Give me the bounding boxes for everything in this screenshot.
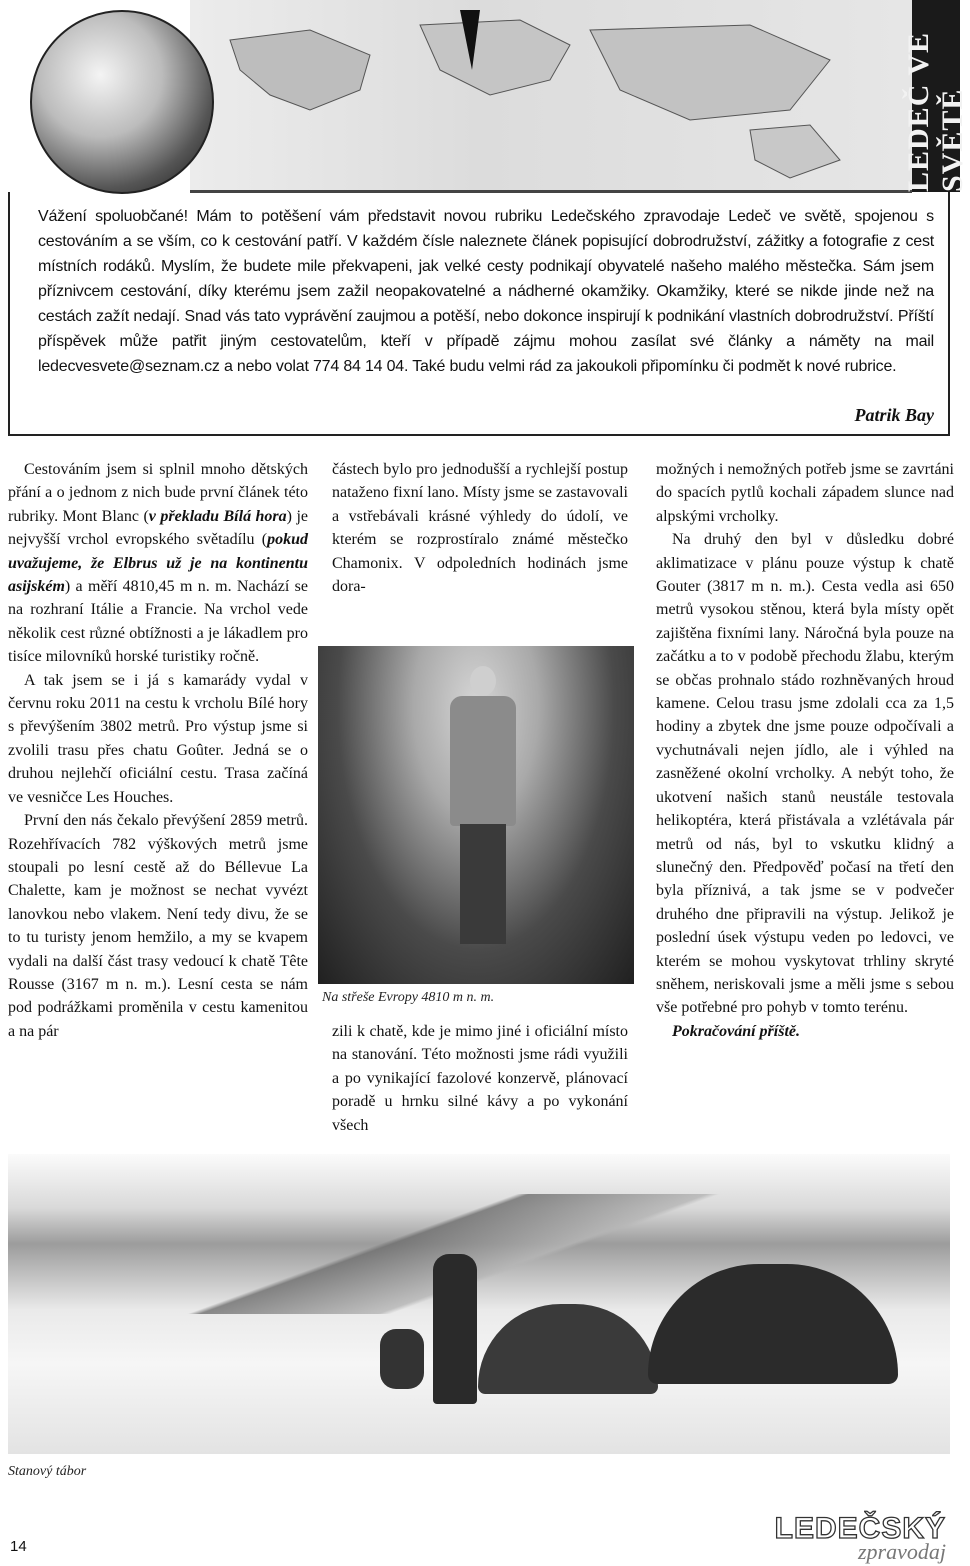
paragraph: Na druhý den byl v důsledku dobré aklimatizace v plánu pouze výstup k chatě Gouter (3817 m n. m.). Cesta vedla asi 650 metrů vysokou stěnou, která byla místy opět zajištěna fixními lany. Náročná byla pouze na začátku a to v podobě přechodu žlabu, kterým se občas prohnalo stádo rozhněvaných hroud kamene. Celou trasu jsme zdolali cca za 1,5 hodiny a zbytek dne jsme pouze odpočívali a vychutnávali nejen jídlo, ale i výhled na zasněžené okolní vrcholky. A nebýt toho, že ukotvení našich stanů neustále testovala helikoptéra, která přistávala a vzlétávala pár metrů od nás, byl to vskutku klidný a slunečný den. Předpověď počasí na třetí den byla příznivá, a tak jsme se v podvečer druhého dne připravili na výstup. Jelikož je poslední úsek výstupu veden po ledovci, ve kterém se mohou vyskytovat trhliny skryté sněhem, neriskovali jsme a měli jsme s sebou vše potřebné pro pohyb v tomto terénu.: [656, 531, 954, 1017]
emphasis: v překladu Bílá hora: [148, 507, 287, 525]
world-map-outline: [190, 0, 912, 190]
article-column-2-bottom: [332, 1020, 628, 1137]
publication-logo: [775, 1514, 946, 1562]
logo-title: LEDEČSKÝ: [774, 1512, 946, 1545]
intro-text: Vážení spoluobčané! Mám to potěšení vám představit novou rubriku Ledečského zpravodaje Ledeč ve světě, spojenou s cestováním a se vším, co k cestování patří. V každém čísle naleznete článek popisující dobrodružství, zážitky a fotografie z cest místních rodáků. Myslím, že budete mile překvapeni, jak velké cesty podnikají obyvatelé našeho malého městečka. Sám jsem příznivcem cestování, díky kterému jsem zažil neopakovatelné a nádherné okamžiky. Okamžiky, které se nikde jinde než na cestách zažít nedají. Snad vás tato vyprávění zaujmou a potěší, nebo dokonce inspirují k podnikání vlastních dobrodružství. Příští příspěvek může patřit jiným cestovatelům, kteří v případě zájmu mohou zasílat své články a náměty na mail ledecvesvete@seznam.cz a nebo volat 774 84 14 04. Také budu velmi rád za jakoukoli připomínku či podmět k nové rubrice.: [38, 208, 934, 375]
paragraph: možných i nemožných potřeb jsme se zavrtáni do spacích pytlů kochali západem slunce nad alpskými vrcholky.: [656, 461, 954, 525]
continued-note: [656, 1020, 954, 1043]
climber-legs: [460, 824, 506, 944]
globe-image: [30, 10, 214, 194]
text-run: ) je nejvyšší vrchol evropského světadílu (: [8, 507, 309, 549]
climber-body: [450, 696, 516, 826]
climber-head: [470, 666, 496, 696]
intro-signature: Patrik Bay: [854, 405, 934, 425]
page-number: 14: [10, 1538, 27, 1555]
intro-box: [8, 192, 950, 436]
paragraph: A tak jsem se i já s kamarády vydal v červnu roku 2011 na cestu k vrcholu Bílé hory s převýšením 3802 metrů. Pro výstup jsme si zvolili trasu přes chatu Goûter. Jedná se o druhou nejlehčí oficiální cestu. Trasa začíná ve vesničce Les Houches.: [8, 671, 308, 806]
person: [433, 1254, 477, 1404]
article-column-1: [8, 458, 308, 1043]
photo-caption: Na střeše Evropy 4810 m n. m.: [322, 990, 495, 1005]
photo-caption: Stanový tábor: [8, 1464, 87, 1479]
paragraph: První den nás čekalo převýšení 2859 metrů. Rozehřívacích 782 výškových metrů jsme stoupali po lesní cestě až do Béllevue La Chalette, kam je možnost se nechat vyvézt lanovkou nebo vlakem. Není tedy divu, že se to tu turisty jenom hemžilo, a my se kvapem vydali na další část trasy vedoucí k chatě Tête Rousse (3167 m n. m.). Lesní cesta se nám pod podrážkami proměnila v cestu kamenitou a na pár: [8, 812, 308, 1040]
text-run: ) a měří 4810,45 m n. m. Nachází se na rozhraní Itálie a Francie. Na vrchol vede několik cest různé obtížnosti a je lákadlem pro tisíce milovníků horské turistiky ročně.: [8, 578, 308, 666]
world-map-image: [190, 0, 912, 193]
header-banner: [0, 0, 969, 192]
text-run: Cestováním jsem si splnil mnoho dětských přání a o jednom z nich bude první článek této rubriky. Mont Blanc (: [8, 461, 308, 525]
paragraph: zili k chatě, kde je mimo jiné i oficiální místo na stanování. Této možnosti jsme rádi využili a po vynikající fazolové konzervě, plánovací poradě u hrnku silné kávy a po vykonání všech: [332, 1023, 628, 1134]
tent: [478, 1304, 658, 1394]
emphasis: pokud uvažujeme, že Elbrus už je na kontinentu asijském: [8, 531, 308, 596]
continued-text: Pokračování příště.: [672, 1022, 800, 1040]
section-title: LEDEČ VE SVĚTĚ: [902, 32, 969, 192]
climber-figure: [438, 666, 528, 946]
section-banner: [902, 0, 969, 192]
person: [380, 1329, 424, 1389]
article-column-2-top: [332, 458, 628, 598]
logo-subtitle: zpravodaj: [858, 1539, 946, 1564]
paragraph: částech bylo pro jednodušší a rychlejší postup nataženo fixní lano. Místy jsme se zastavovali a vstřebávali krásné výhledy do údolí, ve kterém se rozprostíralo známé městečko Chamonix. V odpoledních hodinách jsme dora-: [332, 461, 628, 596]
camp-photo: [8, 1154, 950, 1454]
paragraph: [8, 458, 308, 669]
article-column-3: [656, 458, 954, 1043]
summit-photo: [318, 646, 634, 984]
